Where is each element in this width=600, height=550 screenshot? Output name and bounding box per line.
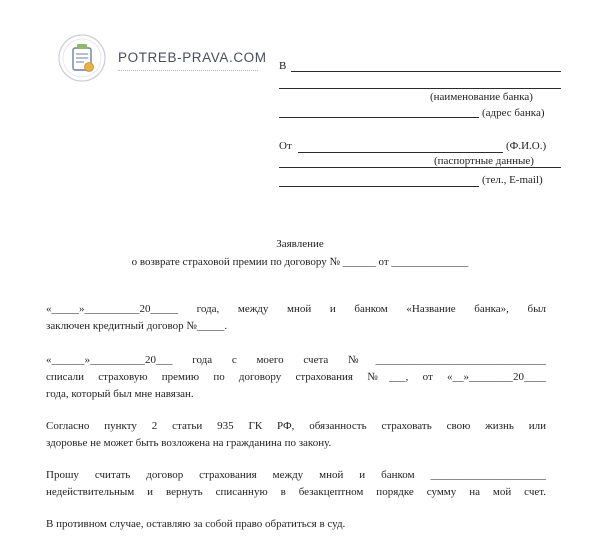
fio-hint: (Ф.И.О.) xyxy=(506,140,547,152)
site-logo xyxy=(56,32,286,88)
to-prefix: В xyxy=(279,60,287,72)
bank-address-line xyxy=(279,117,479,118)
shield-document-icon xyxy=(56,32,112,88)
p2-line2: списали страховую премию по договору страхования №___, от «__»________20____ xyxy=(46,371,546,383)
p4-line2: недействительным и вернуть списанную в безакцептном порядке сумму на мой счет. xyxy=(46,486,546,498)
bank-name-line xyxy=(291,71,561,72)
p3-line2: здоровье не может быть возложена на гражданина по закону. xyxy=(46,437,332,449)
contact-hint: (тел., E-mail) xyxy=(482,174,543,186)
p2-line3: года, который был мне навязан. xyxy=(46,388,194,400)
bank-address-hint: (адрес банка) xyxy=(482,107,545,119)
document-title: Заявление xyxy=(276,238,324,250)
document-subtitle: о возврате страховой премии по договору № ______ от ______________ xyxy=(131,256,469,268)
p2-line1: «______»__________20___ года с моего счета №_______________________________ xyxy=(46,354,546,366)
contact-line xyxy=(279,186,479,187)
logo-tagline-line xyxy=(118,70,258,73)
bank-name-hint: (наименование банка) xyxy=(430,91,533,103)
passport-hint: (паспортные данные) xyxy=(434,155,534,167)
bank-name-line-2 xyxy=(279,88,561,89)
fio-line xyxy=(298,152,503,153)
from-prefix: От xyxy=(279,140,292,152)
p3-line1: Согласно пункту 2 статьи 935 ГК РФ, обязанность страховать свою жизнь или xyxy=(46,420,546,432)
p1-line2: заключен кредитный договор №_____. xyxy=(46,320,228,332)
logo-brand-text: POTREB-PRAVA.COM xyxy=(118,50,267,65)
p4-line1: Прошу считать договор страхования между мной и банком _____________________ xyxy=(46,469,546,481)
p5-line1: В противном случае, оставляю за собой право обратиться в суд. xyxy=(46,518,346,530)
p1-line1: «_____»__________20_____ года, между мной и банком «Название банка», был xyxy=(46,303,546,315)
